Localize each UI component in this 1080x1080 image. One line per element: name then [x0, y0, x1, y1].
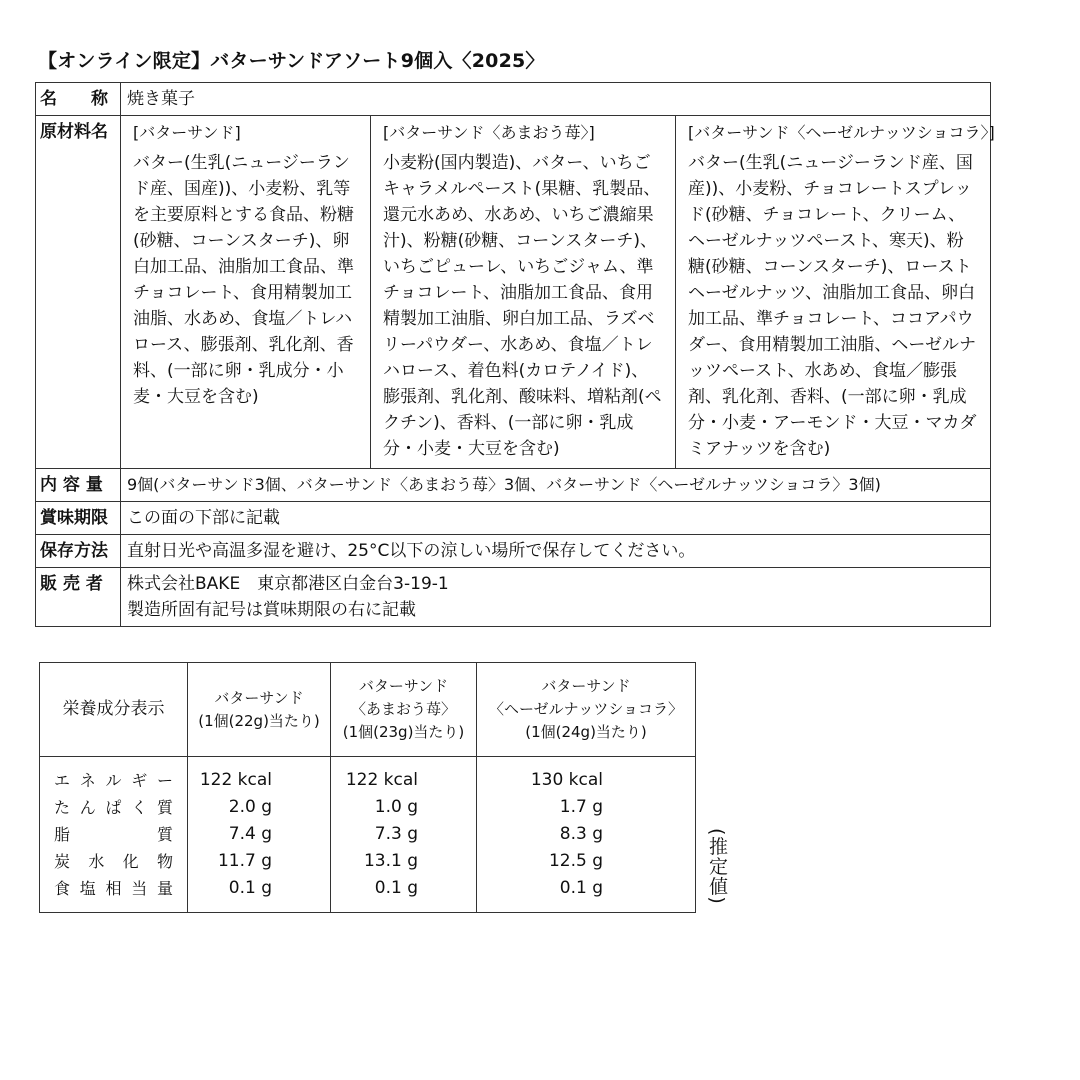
nutrient-value: 8.3 g — [559, 824, 603, 844]
nutrient-value: 1.0 g — [374, 797, 418, 817]
nutrient-value: 0.1 g — [228, 878, 272, 898]
nutrient-name: エネルギー — [54, 771, 175, 790]
product-name: バターサンド — [358, 677, 449, 695]
nutrition-table — [39, 662, 696, 913]
ingredients-text: バター(生乳(ニュージーランド産、国産))、小麦粉、チョコレートスプレッド(砂糖、チョコレート、クリーム、ヘーゼルナッツペースト、寒天)、粉糖(砂糖、コーンスターチ)、ローストヘーゼルナッツ、油脂加工食品、卵白加工品、準チョコレート、ココアパウダー、食用精製加工油脂、ヘーゼルナッツペースト、水あめ、食塩／膨張剤、乳化剤、香料、(一部に卵・乳成分・小麦・アーモンド・大豆・マカダミアナッツを含む) — [688, 153, 977, 459]
product-name-value: 焼き菓子 — [121, 83, 991, 116]
nutrient-value: 12.5 g — [548, 851, 603, 871]
product-name: バターサンド — [541, 677, 631, 695]
seller-line-1: 株式会社BAKE 東京都港区白金台3-19-1 — [127, 574, 449, 594]
ingredients-cell — [121, 116, 995, 469]
ingredients-column-amaou — [370, 116, 675, 468]
nutrient-value: 122 kcal — [199, 770, 272, 790]
nutrient-name: 食塩相当量 — [54, 879, 175, 898]
label-row-ingredients — [36, 116, 991, 469]
food-label-table — [35, 82, 995, 627]
storage-value: 直射日光や高温多湿を避け、25°C以下の涼しい場所で保存してください。 — [121, 535, 991, 568]
nutrient-value: 11.7 g — [217, 851, 272, 871]
row-label-name: 名 称 — [36, 83, 121, 116]
seller-cell — [121, 568, 991, 627]
row-label-seller: 販 売 者 — [36, 568, 121, 627]
serving-size: (1個(22g)当たり) — [198, 711, 320, 730]
ingredients-column-butter-sand — [121, 116, 370, 468]
ingredients-heading: [バターサンド〈ヘーゼルナッツショコラ〉] — [688, 123, 995, 142]
nutrition-header-row — [40, 663, 696, 757]
nutrient-name: たんぱく質 — [54, 798, 175, 817]
nutrient-value: 0.1 g — [374, 878, 418, 898]
serving-size: (1個(23g)当たり) — [342, 723, 465, 741]
nutrient-values-butter-sand — [188, 757, 331, 913]
nutrient-value: 1.7 g — [559, 797, 603, 817]
label-row-name — [36, 83, 991, 116]
nutrient-names — [40, 757, 188, 913]
label-row-content — [36, 469, 991, 502]
row-label-ingredients: 原材料名 — [36, 116, 121, 469]
nutrition-body-row — [40, 757, 696, 913]
nutrient-value: 0.1 g — [559, 878, 603, 898]
product-name: バターサンド — [214, 688, 304, 707]
nutrition-product-header — [331, 663, 477, 757]
ingredients-text: バター(生乳(ニュージーランド産、国産))、小麦粉、乳等を主要原料とする食品、粉糖(砂糖、コーンスターチ)、卵白加工品、油脂加工食品、準チョコレート、食用精製加工油脂、水あめ、食塩／トレハロース、膨張剤、乳化剤、香料、(一部に卵・乳成分・小麦・大豆を含む) — [133, 153, 354, 407]
row-label-storage: 保存方法 — [36, 535, 121, 568]
nutrient-values-hazelnut — [477, 757, 696, 913]
label-row-storage — [36, 535, 991, 568]
nutrient-name: 炭水化物 — [54, 852, 175, 871]
page-title: 【オンライン限定】バターサンドアソート9個入〈2025〉 — [38, 50, 545, 72]
best-before-value: この面の下部に記載 — [121, 502, 991, 535]
ingredients-heading: [バターサンド〈あまおう苺〉] — [383, 123, 595, 142]
nutrient-value: 130 kcal — [530, 770, 603, 790]
nutrition-product-header — [477, 663, 696, 757]
nutrient-value: 2.0 g — [228, 797, 272, 817]
serving-size: (1個(24g)当たり) — [525, 723, 647, 741]
label-row-best-before — [36, 502, 991, 535]
estimated-value-note: (推定値) — [706, 828, 728, 905]
row-label-best-before: 賞味期限 — [36, 502, 121, 535]
nutrient-value: 122 kcal — [345, 770, 418, 790]
label-row-seller — [36, 568, 991, 627]
product-variant: 〈あまおう苺〉 — [350, 700, 456, 718]
nutrition-header-label: 栄養成分表示 — [40, 663, 188, 757]
product-variant: 〈ヘーゼルナッツショコラ〉 — [488, 700, 684, 718]
content-value: 9個(バターサンド3個、バターサンド〈あまおう苺〉3個、バターサンド〈ヘーゼルナッツショコラ〉3個) — [121, 469, 991, 502]
nutrient-name: 脂 質 — [54, 825, 175, 844]
ingredients-text: 小麦粉(国内製造)、バター、いちごキャラメルペースト(果糖、乳製品、還元水あめ、水あめ、いちご濃縮果汁)、粉糖(砂糖、コーンスターチ)、いちごピューレ、いちごジャム、準チョコレート、油脂加工食品、食用精製加工油脂、卵白加工品、ラズベリーパウダー、水あめ、食塩／トレハロース、着色料(カロテノイド)、膨張剤、乳化剤、酸味料、増粘剤(ペクチン)、香料、(一部に卵・乳成分・小麦・大豆を含む) — [383, 153, 662, 459]
nutrient-values-amaou — [331, 757, 477, 913]
nutrient-value: 7.4 g — [228, 824, 272, 844]
nutrient-value: 7.3 g — [374, 824, 418, 844]
nutrition-product-header — [188, 663, 331, 757]
seller-line-2: 製造所固有記号は賞味期限の右に記載 — [127, 600, 416, 620]
ingredients-heading: [バターサンド] — [133, 123, 241, 142]
row-label-content: 内 容 量 — [36, 469, 121, 502]
ingredients-column-hazelnut — [675, 116, 995, 468]
nutrient-value: 13.1 g — [363, 851, 418, 871]
